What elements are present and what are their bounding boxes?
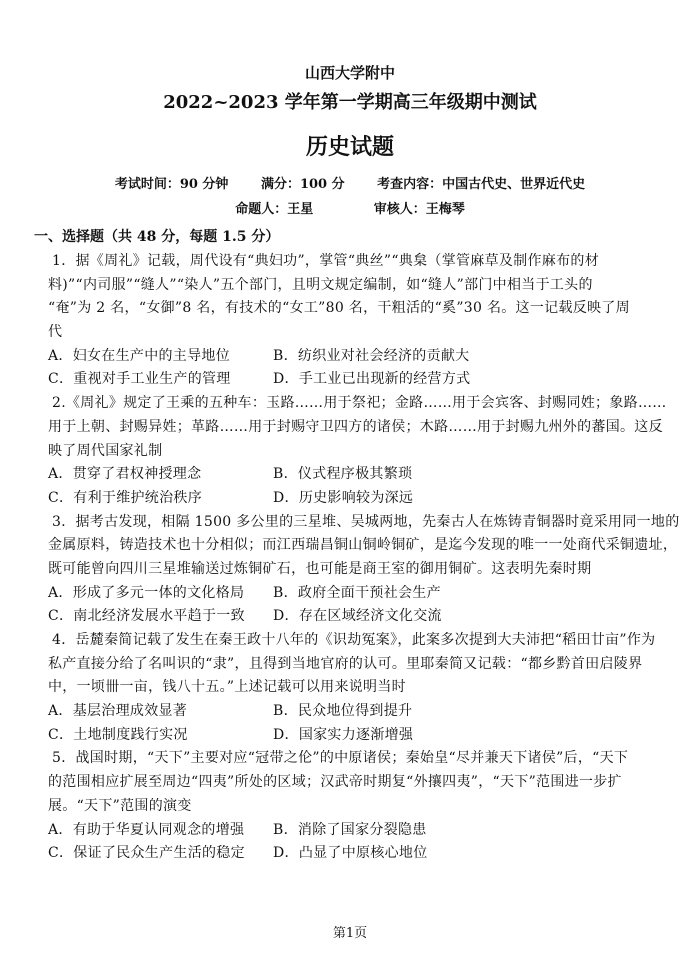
- question-2: [0, 392, 700, 510]
- question-stem-line: 映了周代国家礼制: [48, 442, 163, 459]
- option-row: [0, 700, 700, 724]
- question-stem-line: 私产直接分给了名叫识的“隶”，且得到当地官府的认可。里耶秦简又记载：“都乡黔首田启陵界: [48, 655, 643, 672]
- option-d: D．存在区域经济文化交流: [273, 608, 442, 625]
- option-a: A．贯穿了君权神授理念: [48, 466, 202, 483]
- option-row: [0, 582, 700, 606]
- exam-staff: [0, 198, 700, 217]
- option-c: C．保证了民众生产生活的稳定: [48, 845, 245, 862]
- question-list: [0, 250, 700, 866]
- question-stem-line: 的范围相应扩展至周边“四夷”所处的区域；汉武帝时期复“外攘四夷”，“天下”范围进一步扩: [48, 774, 622, 791]
- option-row: [0, 724, 700, 748]
- question-stem-line: 5．战国时期，“天下”主要对应“冠带之伦”的中原诸侯；秦始皇“尽并兼天下诸侯”后，“天下: [52, 750, 629, 767]
- option-b: B．民众地位得到提升: [273, 703, 413, 720]
- option-c: C．土地制度践行实况: [48, 726, 188, 743]
- option-a: A．形成了多元一体的文化格局: [48, 584, 245, 601]
- option-b: B．政府全面干预社会生产: [273, 584, 441, 601]
- option-row: [0, 819, 700, 843]
- option-a: A．妇女在生产中的主导地位: [48, 347, 231, 364]
- author: 命题人：王星: [235, 202, 314, 217]
- option-d: D．国家实力逐渐增强: [273, 726, 414, 743]
- full-score: 满分：100 分: [260, 177, 345, 192]
- exam-info: [0, 173, 700, 192]
- option-c: C．有利于维护统治秩序: [48, 489, 203, 506]
- option-b: B．纺织业对社会经济的贡献大: [273, 347, 470, 364]
- page-number: 第1页: [332, 926, 368, 941]
- school-name: 山西大学附中: [304, 64, 395, 82]
- question-stem-line: 代: [48, 324, 63, 341]
- question-stem-line: 1．据《周礼》记载，周代设有“典妇功”，掌管“典丝”“典枲（掌管麻草及制作麻布的材: [52, 253, 599, 269]
- question-stem-line: 4．岳麓秦简记载了发生在秦王政十八年的《识劫冤案》，此案多次提到大夫沛把“稻田廿亩”作为: [52, 632, 656, 648]
- exam-title: 2022~2023 学年第一学期高三年级期中测试: [163, 92, 537, 113]
- option-row: [0, 368, 700, 392]
- option-row: [0, 487, 700, 511]
- question-stem-line: 中，一顷卌一亩，钱八十五。”上述记载可以用来说明当时: [48, 679, 406, 696]
- option-c: C．重视对手工业生产的管理: [48, 371, 231, 388]
- exam-time: 考试时间：90 分钟: [114, 177, 229, 192]
- option-row: [0, 605, 700, 629]
- option-b: B．消除了国家分裂隐患: [273, 821, 427, 838]
- option-row: [0, 463, 700, 487]
- option-a: A．基层治理成效显著: [48, 703, 188, 720]
- question-stem-line: 金属原料，铸造技术也十分相似；而江西瑞昌铜山铜岭铜矿，是迄今发现的唯一一处商代采铜遗址，: [48, 537, 678, 554]
- option-c: C．南北经济发展水平趋于一致: [48, 608, 245, 625]
- question-stem-line: 料)”“内司服”“缝人”“染人”五个部门，且明文规定编制，如“缝人”部门中相当于工头的: [48, 276, 593, 293]
- section-heading: 一、选择题（共 48 分，每题 1.5 分）: [34, 229, 280, 245]
- question-stem-line: 展。“天下”范围的演变: [48, 797, 192, 814]
- reviewer: 审核人：王梅琴: [373, 202, 465, 217]
- question-stem-line: 2.《周礼》规定了王乘的五种车：玉路……用于祭祀；金路……用于会宾客、封赐同姓；象路……: [52, 395, 667, 412]
- question-1: [0, 250, 700, 392]
- option-d: D．手工业已出现新的经营方式: [273, 371, 471, 388]
- exam-content: 考查内容：中国古代史、世界近代史: [377, 177, 586, 192]
- question-4: [0, 629, 700, 747]
- question-5: [0, 747, 700, 865]
- option-d: D．历史影响较为深远: [273, 489, 414, 506]
- option-b: B．仪式程序极其繁琐: [273, 466, 413, 483]
- option-row: [0, 345, 700, 369]
- option-row: [0, 842, 700, 866]
- question-stem-line: 既可能曾向四川三星堆输送过炼铜矿石，也可能是商王室的御用铜矿。这表明先秦时期: [48, 560, 592, 577]
- question-stem-line: 3．据考古发现，相隔 1500 多公里的三星堆、吴城两地，先秦古人在炼铸青铜器时竟采用同一地的: [52, 513, 680, 530]
- question-3: [0, 511, 700, 629]
- subject-title: 历史试题: [305, 134, 394, 160]
- question-stem-line: 用于上朝、封赐异姓；革路……用于封赐守卫四方的诸侯；木路……用于封赐九州外的蕃国。这反: [48, 418, 663, 435]
- question-stem-line: “奄”为 2 名，“女御”8 名，有技术的“女工”80 名，干粗活的“奚”30 名。这一记载反映了周: [48, 300, 630, 317]
- option-a: A．有助于华夏认同观念的增强: [48, 821, 245, 838]
- option-d: D．凸显了中原核心地位: [273, 845, 428, 862]
